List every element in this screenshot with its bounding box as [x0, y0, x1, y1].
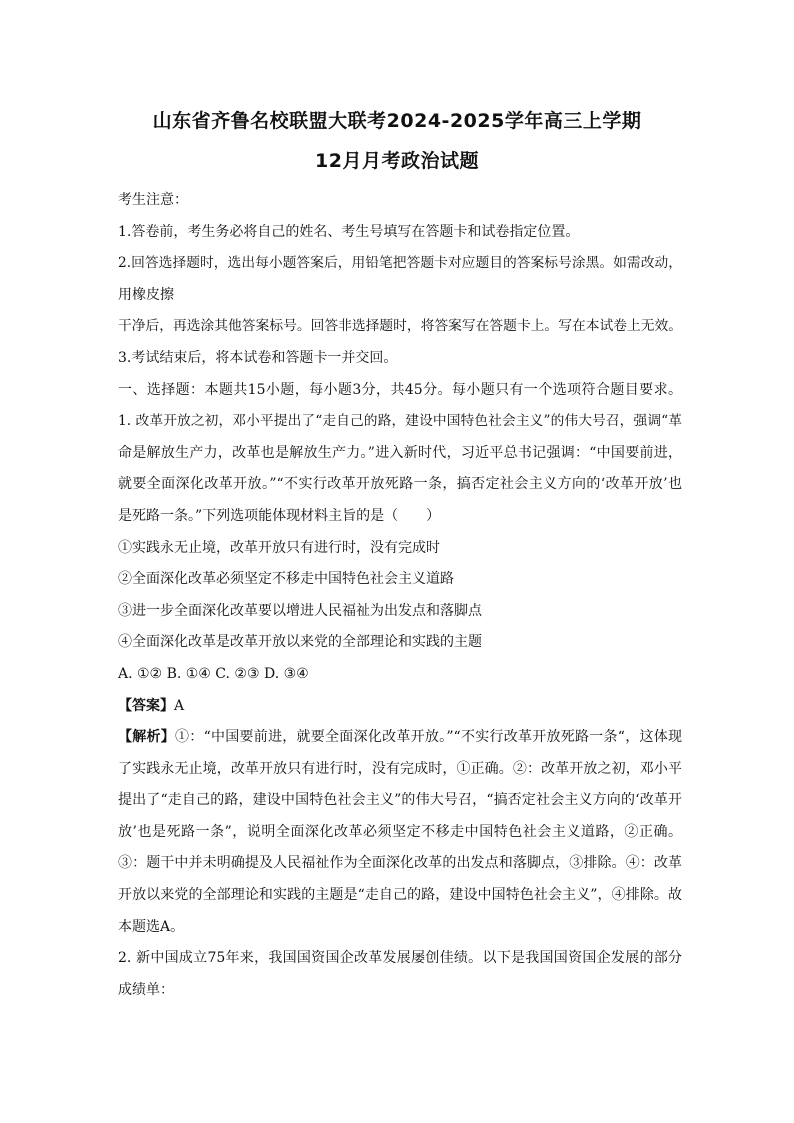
- q1-analysis-line: 了实践永无止境，改革开放只有进行时，没有完成时，①正确。②：改革开放之初，邓小平: [118, 760, 682, 777]
- exam-title-line2: 12月月考政治试题: [315, 150, 479, 172]
- analysis-label: 【解析】: [118, 729, 176, 746]
- section-heading: 一、选择题：本题共15小题，每小题3分，共45分。每小题只有一个选项符合题目要求。: [118, 381, 682, 398]
- answer-value: A: [174, 697, 185, 714]
- q1-analysis-line: ③：题干中并未明确提及人民福祉作为全面深化改革的出发点和落脚点，③排除。④：改革: [118, 855, 682, 872]
- q2-stem-line: 成绩单：: [118, 981, 174, 998]
- notice-heading: 考生注意：: [118, 192, 188, 208]
- notice-line: 1.答卷前，考生务必将自己的姓名、考生号填写在答题卡和试卷指定位置。: [118, 223, 580, 240]
- q1-statement: ②全面深化改革必须坚定不移走中国特色社会主义道路: [118, 571, 454, 588]
- notice-line: 干净后，再选涂其他答案标号。回答非选择题时，将答案写在答题卡上。写在本试卷上无效。: [118, 318, 682, 335]
- notice-line: 用橡皮擦: [118, 286, 174, 303]
- q1-statement: ①实践永无止境，改革开放只有进行时，没有完成时: [118, 539, 440, 556]
- analysis-text: ①：“中国要前进，就要全面深化改革开放。”“不实行改革开放死路一条“，这体现: [175, 729, 682, 746]
- answer-label: 【答案】: [118, 697, 174, 714]
- exam-title-line1: 山东省齐鲁名校联盟大联考2024-2025学年高三上学期: [152, 110, 642, 132]
- q1-analysis-line: 提出了“走自己的路，建设中国特色社会主义”的伟大号召，“搞否定社会主义方向的‘改革开: [118, 792, 682, 809]
- q2-stem-line: 2. 新中国成立75年来，我国国资国企改革发展屡创佳绩。以下是我国国资国企发展的部分: [118, 950, 682, 967]
- q1-stem-line: 命是解放生产力，改革也是解放生产力。”进入新时代，习近平总书记强调：“中国要前进，: [118, 444, 682, 461]
- notice-line: 2.回答选择题时，选出每小题答案后，用铅笔把答题卡对应题目的答案标号涂黑。如需改动，: [118, 255, 682, 272]
- q1-statement: ④全面深化改革是改革开放以来党的全部理论和实践的主题: [118, 634, 482, 651]
- q1-options: A. ①② B. ①④ C. ②③ D. ③④: [118, 665, 309, 682]
- q1-analysis-line: 开放以来党的全部理论和实践的主题是“走自己的路，建设中国特色社会主义”，④排除。故: [118, 887, 682, 904]
- q1-analysis-line: 本题选A。: [118, 918, 185, 935]
- q1-stem-line: 就要全面深化改革开放。”“不实行改革开放死路一条，搞否定社会主义方向的‘改革开放’也: [118, 476, 682, 493]
- notice-line: 3.考试结束后，将本试卷和答题卡一并交回。: [118, 349, 398, 366]
- q1-statement: ③进一步全面深化改革要以增进人民福祉为出发点和落脚点: [118, 602, 482, 619]
- q1-stem-line: 1. 改革开放之初，邓小平提出了“走自己的路，建设中国特色社会主义”的伟大号召，强调“革: [118, 413, 682, 430]
- exam-body: [118, 185, 682, 1006]
- q1-stem-line: 是死路一条。”下列选项能体现材料主旨的是（ ）: [118, 507, 441, 524]
- q1-analysis-line: 放’也是死路一条”，说明全面深化改革必须坚定不移走中国特色社会主义道路，②正确。: [118, 823, 682, 840]
- q1-analysis-line: [118, 722, 682, 754]
- q1-answer: [118, 691, 682, 723]
